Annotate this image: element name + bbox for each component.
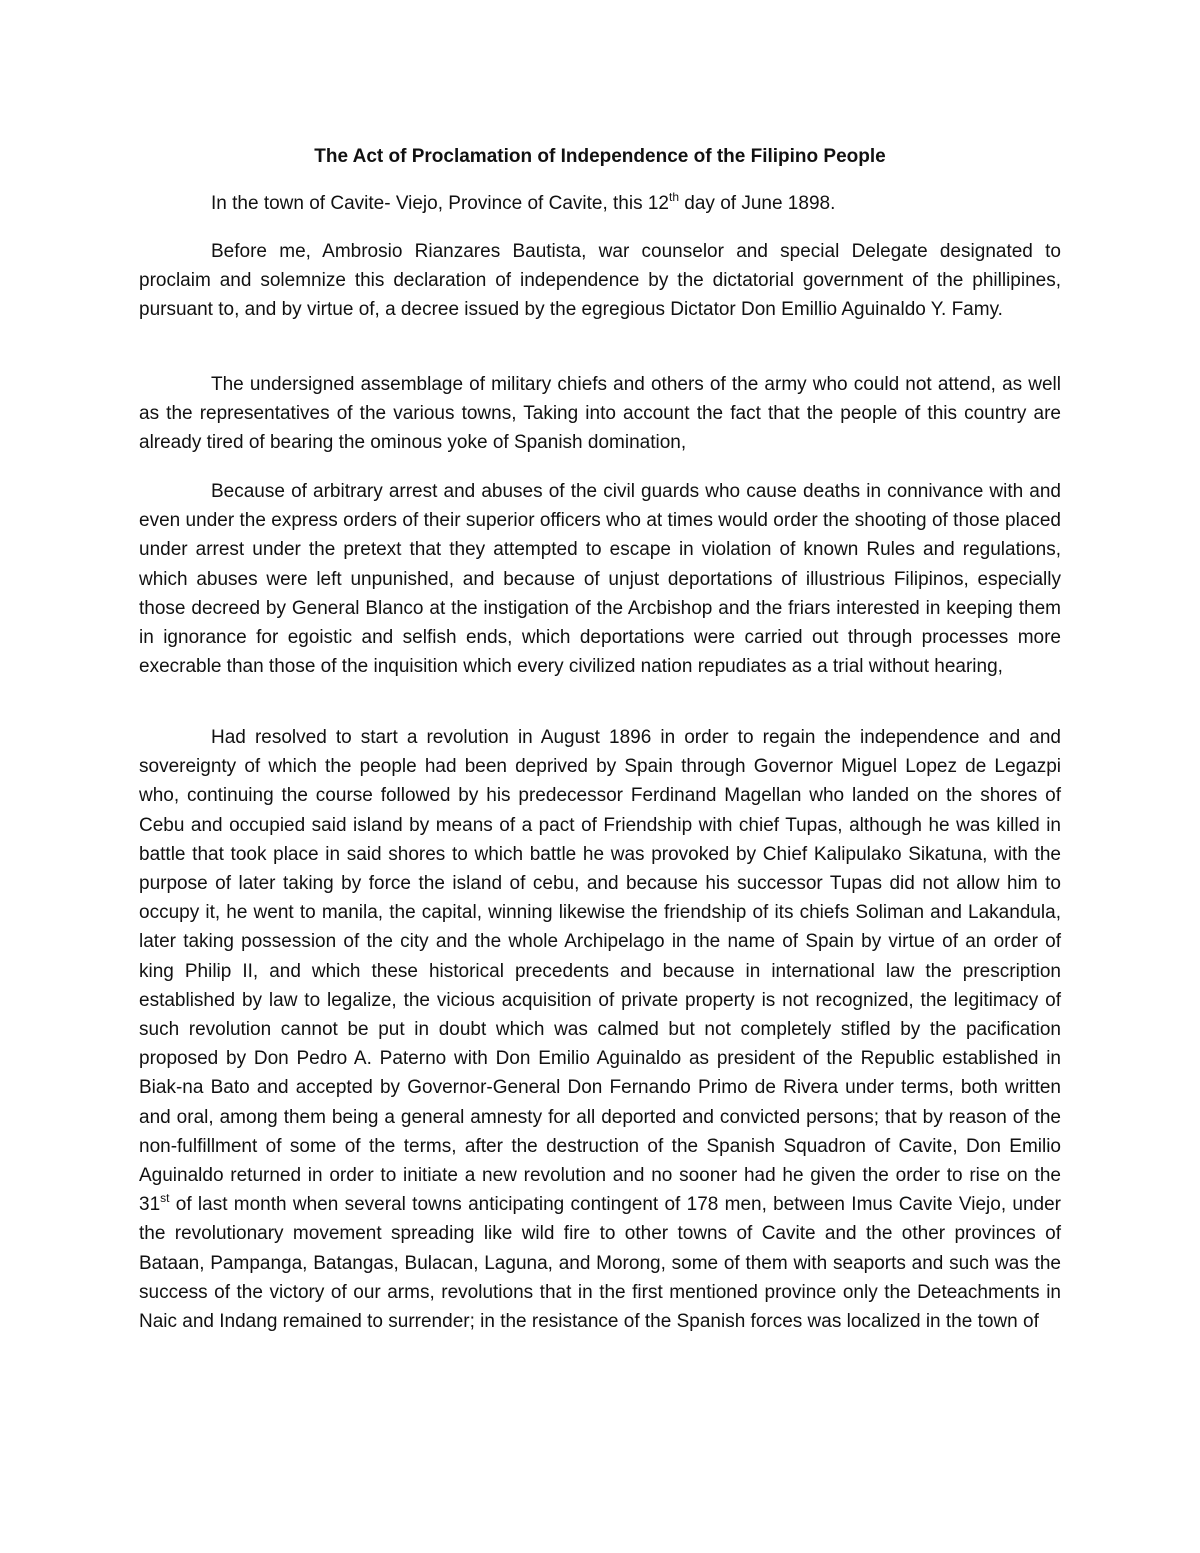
dateline-text: In the town of Cavite- Viejo, Province of Cavite, this 12 <box>211 193 669 214</box>
paragraph-grievances: Because of arbitrary arrest and abuses of the civil guards who cause deaths in connivance with and even under the express orders of their superior officers who at times would order the shooting of those placed under arrest under the pretext that they attempted to escape in violation of known Rules and regulations, which abuses were left unpunished, and because of unjust deportations of illustrious Filipinos, especially those decreed by General Blanco at the instigation of the Arcbishop and the friars interested in keeping them in ignorance for egoistic and selfish ends, which deportations were carried out through processes more execrable than those of the inquisition which every civilized nation repudiates as a trial without hearing, <box>139 481 1061 678</box>
dateline-text-end: day of June 1898. <box>679 193 836 214</box>
dateline-ordinal-suffix: th <box>669 190 680 204</box>
paragraph-revolution-text-end: of last month when several towns anticipating contingent of 178 men, between Imus Cavite Viejo, under the revolutionary movement spreading like wild fire to other towns of Cavite and the other provinces of Bataan, Pampanga, Batangas, Bulacan, Laguna, and Morong, some of them with seaports and such was the success of the victory of our arms, revolutions that in the first mentioned province only the Deteachments in Naic and Indang remained to surrender; in the resistance of the Spanish forces was localized in the town of <box>139 1194 1061 1333</box>
paragraph-delegate: Before me, Ambrosio Rianzares Bautista, war counselor and special Delegate designated to proclaim and solemnize this declaration of independence by the dictatorial government of the phillipines, pursuant to, and by virtue of, a decree issued by the egregious Dictator Don Emillio Aguinaldo Y. Famy. <box>139 241 1061 321</box>
dateline <box>139 191 1061 217</box>
document-page <box>139 0 1061 1553</box>
ordinal-suffix: st <box>160 1191 170 1206</box>
document-title: The Act of Proclamation of Independence of the Filipino People <box>314 146 886 167</box>
paragraph-revolution <box>139 723 1061 1336</box>
paragraph-assemblage: The undersigned assemblage of military chiefs and others of the army who could not attend, as well as the representatives of the various towns, Taking into account the fact that the people of this country are already tired of bearing the ominous yoke of Spanish domination, <box>139 374 1061 454</box>
paragraph-revolution-text: Had resolved to start a revolution in August 1896 in order to regain the independence and and sovereignty of which the people had been deprived by Spain through Governor Miguel Lopez de Legazpi who, continuing the course followed by his predecessor Ferdinand Magellan who landed on the shores of Cebu and occupied said island by means of a pact of Friendship with chief Tupas, although he was killed in battle that took place in said shores to which battle he was provoked by Chief Kalipulako Sikatuna, with the purpose of later taking by force the island of cebu, and because his successor Tupas did not allow him to occupy it, he went to manila, the capital, winning likewise the friendship of its chiefs Soliman and Lakandula, later taking possession of the city and the whole Archipelago in the name of Spain by virtue of an order of king Philip II, and which these historical precedents and because in international law the prescription established by law to legalize, the vicious acquisition of private property is not recognized, the legitimacy of such revolution cannot be put in doubt which was calmed but not completely stifled by the pacification proposed by Don Pedro A. Paterno with Don Emilio Aguinaldo as president of the Republic established in Biak-na Bato and accepted by Governor-General Don Fernando Primo de Rivera under terms, both written and oral, among them being a general amnesty for all deported and convicted persons; that by reason of the non-fulfillment of some of the terms, after the destruction of the Spanish Squadron of Cavite, Don Emilio Aguinaldo returned in order to initiate a new revolution and no sooner had he given the order to rise on the 31 <box>139 727 1061 1216</box>
